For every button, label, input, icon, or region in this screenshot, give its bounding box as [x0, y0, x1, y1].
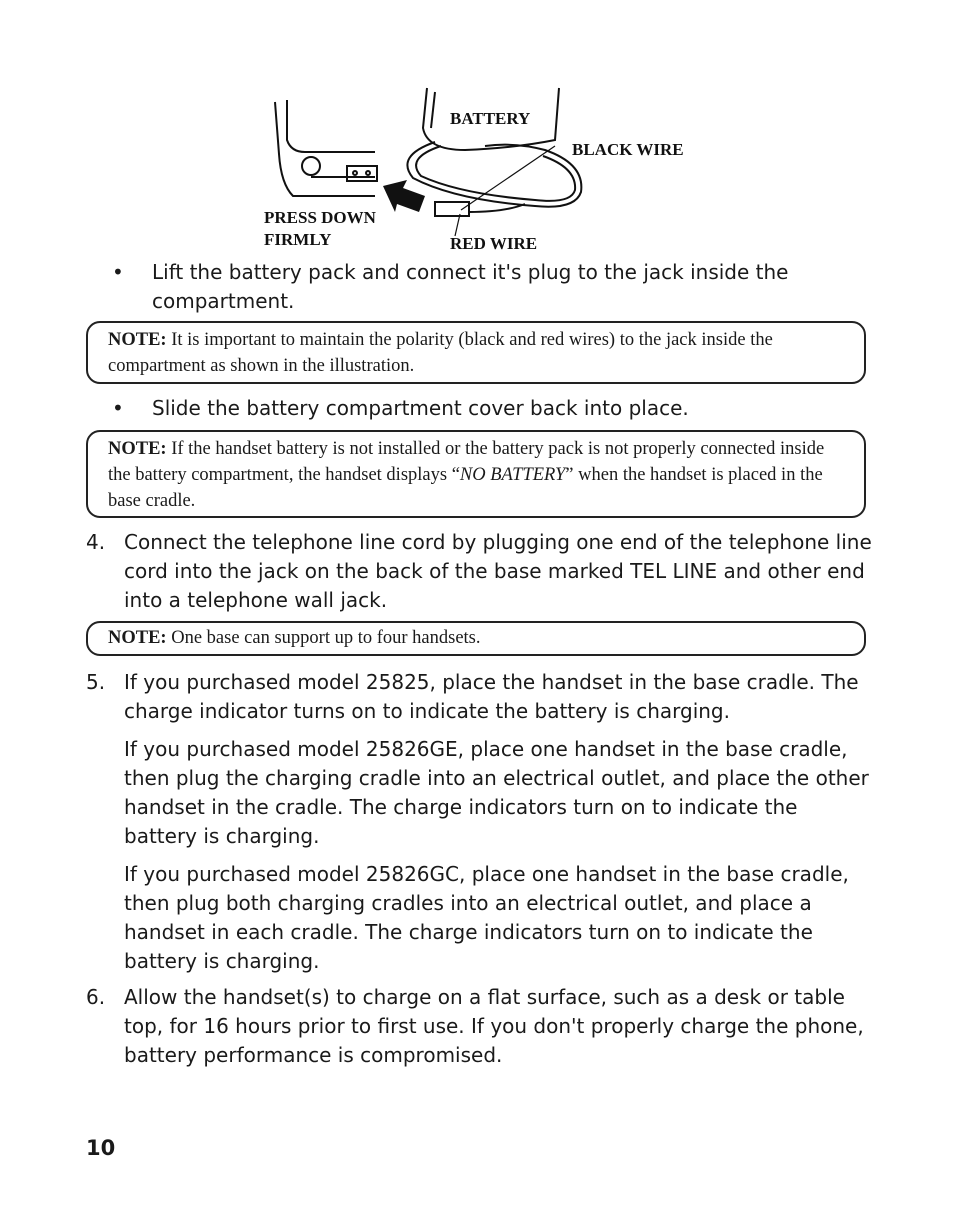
black-wire-label: BLACK WIRE — [572, 140, 684, 159]
step-number: 6. — [86, 985, 106, 1009]
note-text-end: ” when the handset is placed in the base cradle. — [108, 465, 823, 511]
step-body — [124, 668, 876, 985]
note-box-polarity — [86, 321, 866, 384]
firmly-label: FIRMLY — [264, 230, 332, 249]
step-paragraph: If you purchased model 25826GC, place one handset in the base cradle, then plug both charging cradles into an electrical outlet, and place a handset in each cradle. The charge indicators turn on to indicate the battery is charging. — [124, 862, 849, 973]
step-paragraph: Allow the handset(s) to charge on a flat surface, such as a desk or table top, for 16 hours prior to first use. If you don't properly charge the phone, battery performance is compromised. — [124, 985, 864, 1067]
step-number: 5. — [86, 670, 106, 694]
page-number: 10 — [86, 1136, 116, 1160]
step-paragraph: Connect the telephone line cord by plugging one end of the telephone line cord into the jack on the back of the base marked TEL LINE and other end into a telephone wall jack. — [124, 530, 872, 612]
bullet-text: Slide the battery compartment cover back into place. — [152, 396, 689, 420]
note-box-no-battery — [86, 430, 866, 518]
note-text: One base can support up to four handsets. — [171, 628, 481, 648]
note-label: NOTE: — [108, 439, 167, 459]
step-number: 4. — [86, 530, 106, 554]
press-down-label: PRESS DOWN — [264, 208, 376, 227]
note-text: If the handset battery is not installed or the battery pack is not properly connected inside the battery compartment, the handset displays “ — [108, 439, 825, 485]
note-box-handsets — [86, 621, 866, 656]
note-label: NOTE: — [108, 628, 167, 648]
step-paragraph: If you purchased model 25825, place the handset in the base cradle. The charge indicator turns on to indicate the battery is charging. — [124, 670, 859, 723]
no-battery-display-text: NO BATTERY — [459, 465, 566, 485]
step-paragraph: If you purchased model 25826GE, place one handset in the base cradle, then plug the charging cradle into an electrical outlet, and place the other handset in the cradle. The charge indicators turn on to indicate the battery is charging. — [124, 737, 869, 848]
bullet-text: Lift the battery pack and connect it's plug to the jack inside the compartment. — [152, 260, 789, 313]
note-text: It is important to maintain the polarity (black and red wires) to the jack inside the compartment as shown in the illustration. — [108, 330, 773, 376]
step-body — [124, 528, 876, 624]
battery-label: BATTERY — [450, 109, 531, 128]
red-wire-label: RED WIRE — [450, 234, 538, 253]
battery-connection-illustration — [255, 84, 705, 256]
bullet-dot: • — [112, 260, 124, 284]
step-body — [124, 983, 876, 1079]
note-label: NOTE: — [108, 330, 167, 350]
bullet-dot: • — [112, 396, 124, 420]
